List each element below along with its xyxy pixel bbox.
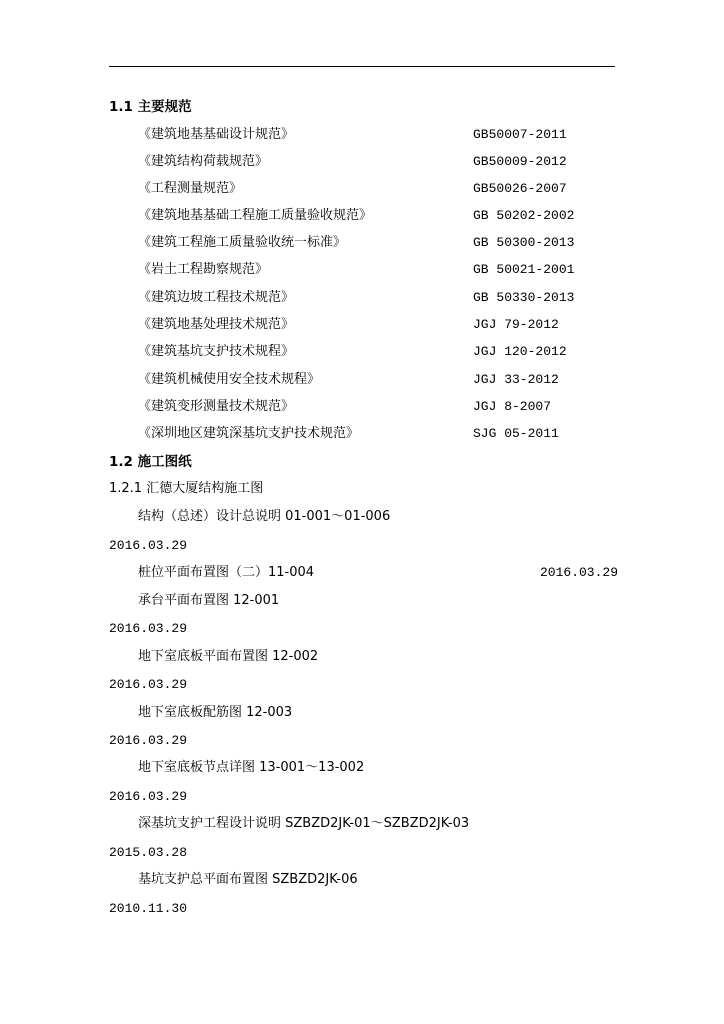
drawing-date: 2016.03.29 [109,789,188,804]
standard-title: 《建筑机械使用安全技术规程》 [138,372,321,387]
standard-code: SJG 05-2011 [473,426,559,441]
standard-title: 《深圳地区建筑深基坑支护技术规范》 [138,426,360,441]
header-rule [109,66,615,67]
section-heading-1-2: 1.2 施工图纸 [109,454,192,470]
standard-code: JGJ 120-2012 [473,344,567,359]
subsection-heading-1-2-1: 1.2.1 汇德大厦结构施工图 [109,481,264,496]
standard-title: 《建筑地基基础设计规范》 [138,127,295,142]
standard-title: 《建筑边坡工程技术规范》 [138,290,295,305]
standard-code: JGJ 79-2012 [473,317,559,332]
standard-title: 《建筑地基处理技术规范》 [138,317,295,332]
drawing-date: 2015.03.28 [109,845,188,860]
drawing-date: 2016.03.29 [109,621,188,636]
standard-code: GB50026-2007 [473,181,567,196]
standard-code: GB 50300-2013 [473,235,575,250]
drawing-date: 2016.03.29 [540,565,619,580]
standard-code: GB 50202-2002 [473,208,575,223]
drawing-date: 2010.11.30 [109,901,188,916]
drawing-name: 桩位平面布置图（二）11-004 [138,565,315,580]
standard-title: 《建筑地基基础工程施工质量验收规范》 [138,208,373,223]
standard-title: 《建筑工程施工质量验收统一标准》 [138,235,347,250]
standard-code: GB50009-2012 [473,154,567,169]
drawing-name: 承台平面布置图 12-001 [138,593,280,608]
drawing-name: 地下室底板配筋图 12-003 [138,705,293,720]
standard-code: GB50007-2011 [473,127,567,142]
drawing-name: 基坑支护总平面布置图 SZBZD2JK-06 [138,872,358,887]
standard-title: 《建筑基坑支护技术规程》 [138,344,295,359]
drawing-date: 2016.03.29 [109,733,188,748]
section-heading-1-1: 1.1 主要规范 [109,99,192,115]
standard-code: JGJ 33-2012 [473,372,559,387]
drawing-name: 深基坑支护工程设计说明 SZBZD2JK-01～SZBZD2JK-03 [138,816,470,831]
standard-code: JGJ 8-2007 [473,399,552,414]
standard-title: 《建筑变形测量技术规范》 [138,399,295,414]
drawing-name: 地下室底板节点详图 13-001～13-002 [138,760,365,775]
standard-title: 《岩土工程勘察规范》 [138,262,269,277]
drawing-date: 2016.03.29 [109,677,188,692]
drawing-name: 地下室底板平面布置图 12-002 [138,649,319,664]
standard-title: 《工程测量规范》 [138,181,243,196]
standard-code: GB 50021-2001 [473,262,575,277]
drawing-name: 结构（总述）设计总说明 01-001～01-006 [138,509,391,524]
standard-code: GB 50330-2013 [473,290,575,305]
standard-title: 《建筑结构荷载规范》 [138,154,269,169]
drawing-date: 2016.03.29 [109,538,188,553]
